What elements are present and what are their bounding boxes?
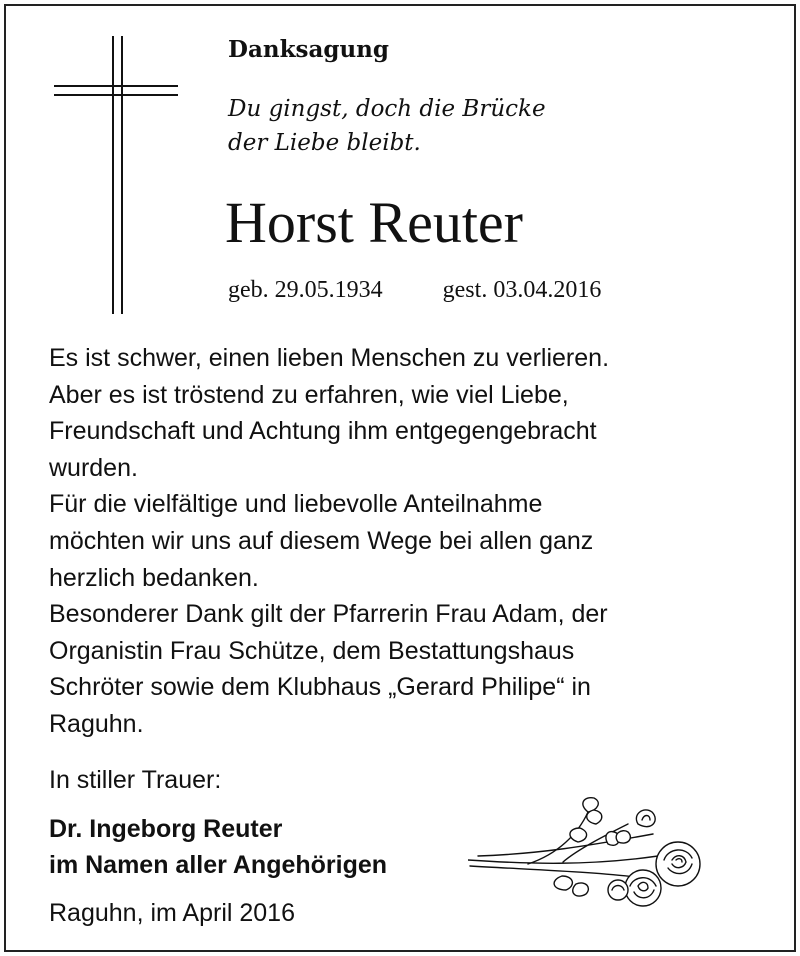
text-line: wurden.	[49, 453, 138, 482]
thank-you-text	[49, 340, 789, 743]
motto-line: der Liebe bleibt.	[228, 130, 421, 156]
death-date: gest. 03.04.2016	[442, 277, 602, 303]
roses-illustration	[468, 794, 708, 914]
text-line: Aber es ist tröstend zu erfahren, wie viel Liebe,	[49, 380, 569, 409]
birth-date: geb. 29.05.1934	[228, 277, 383, 303]
place-date: Raguhn, im April 2016	[49, 899, 295, 927]
text-line: möchten wir uns auf diesem Wege bei allen ganz	[49, 526, 594, 555]
text-line: herzlich bedanken.	[49, 563, 259, 592]
text-line: Raguhn.	[49, 709, 144, 738]
text-line: Es ist schwer, einen lieben Menschen zu verlieren.	[49, 344, 610, 372]
text-line: Freundschaft und Achtung ihm entgegengebracht	[49, 417, 597, 446]
motto-line: Du gingst, doch die Brücke	[228, 96, 546, 122]
cross-icon	[54, 36, 184, 314]
deceased-name: Horst Reuter	[225, 190, 523, 255]
obituary-notice	[4, 4, 796, 952]
life-dates	[228, 277, 601, 304]
text-line: Für die vielfältige und liebevolle Anteilnahme	[49, 490, 543, 519]
signer-block	[49, 811, 387, 883]
text-line: Organistin Frau Schütze, dem Bestattungshaus	[49, 636, 575, 665]
text-line: Besonderer Dank gilt der Pfarrerin Frau Adam, der	[49, 600, 608, 629]
motto-quote	[228, 92, 546, 160]
notice-heading: Danksagung	[228, 36, 389, 63]
signer-name: Dr. Ingeborg Reuter	[49, 815, 283, 843]
text-line: Schröter sowie dem Klubhaus „Gerard Philipe“ in	[49, 673, 591, 702]
signer-subtitle: im Namen aller Angehörigen	[49, 851, 388, 879]
mourning-line: In stiller Trauer:	[49, 766, 222, 794]
